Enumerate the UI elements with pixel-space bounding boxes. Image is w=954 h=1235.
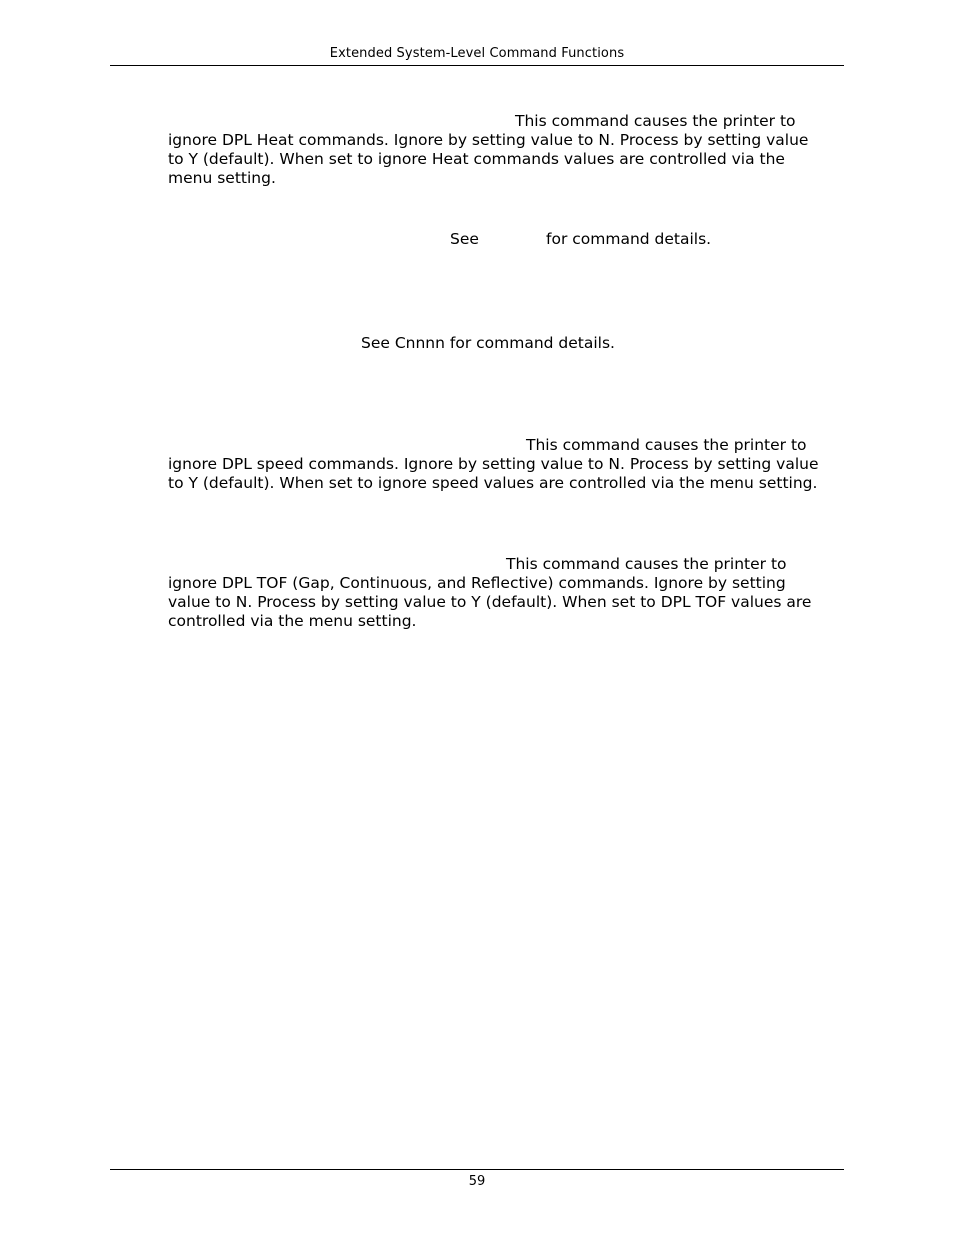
tof-paragraph <box>168 574 848 631</box>
footer-divider <box>110 1169 844 1170</box>
tof-line-3: value to N. Process by setting value to Y (default). When set to DPL TOF values are <box>168 593 812 611</box>
tof-intro-line: This command causes the printer to <box>506 555 787 573</box>
header-divider <box>110 65 844 66</box>
heat-intro-line: This command causes the printer to <box>515 112 796 130</box>
running-header: Extended System-Level Command Functions <box>329 46 625 61</box>
page-number: 59 <box>468 1174 486 1189</box>
see-ref-2-text: See Cnnnn for command details. <box>361 334 615 352</box>
heat-line-2: ignore DPL Heat commands. Ignore by setting value to N. Process by setting value <box>168 131 809 149</box>
heat-line-4: menu setting. <box>168 169 276 187</box>
heat-line-3: to Y (default). When set to ignore Heat commands values are controlled via the <box>168 150 785 168</box>
speed-intro-line: This command causes the printer to <box>526 436 807 454</box>
tof-line-2: ignore DPL TOF (Gap, Continuous, and Reflective) commands. Ignore by setting <box>168 574 786 592</box>
speed-line-3: to Y (default). When set to ignore speed values are controlled via the menu setting. <box>168 474 818 492</box>
tof-line-4: controlled via the menu setting. <box>168 612 417 630</box>
speed-paragraph <box>168 455 848 493</box>
heat-paragraph <box>168 131 848 188</box>
see-ref-1-see: See <box>450 230 479 248</box>
see-ref-1-details: for command details. <box>546 230 712 248</box>
speed-line-2: ignore DPL speed commands. Ignore by setting value to N. Process by setting value <box>168 455 819 473</box>
